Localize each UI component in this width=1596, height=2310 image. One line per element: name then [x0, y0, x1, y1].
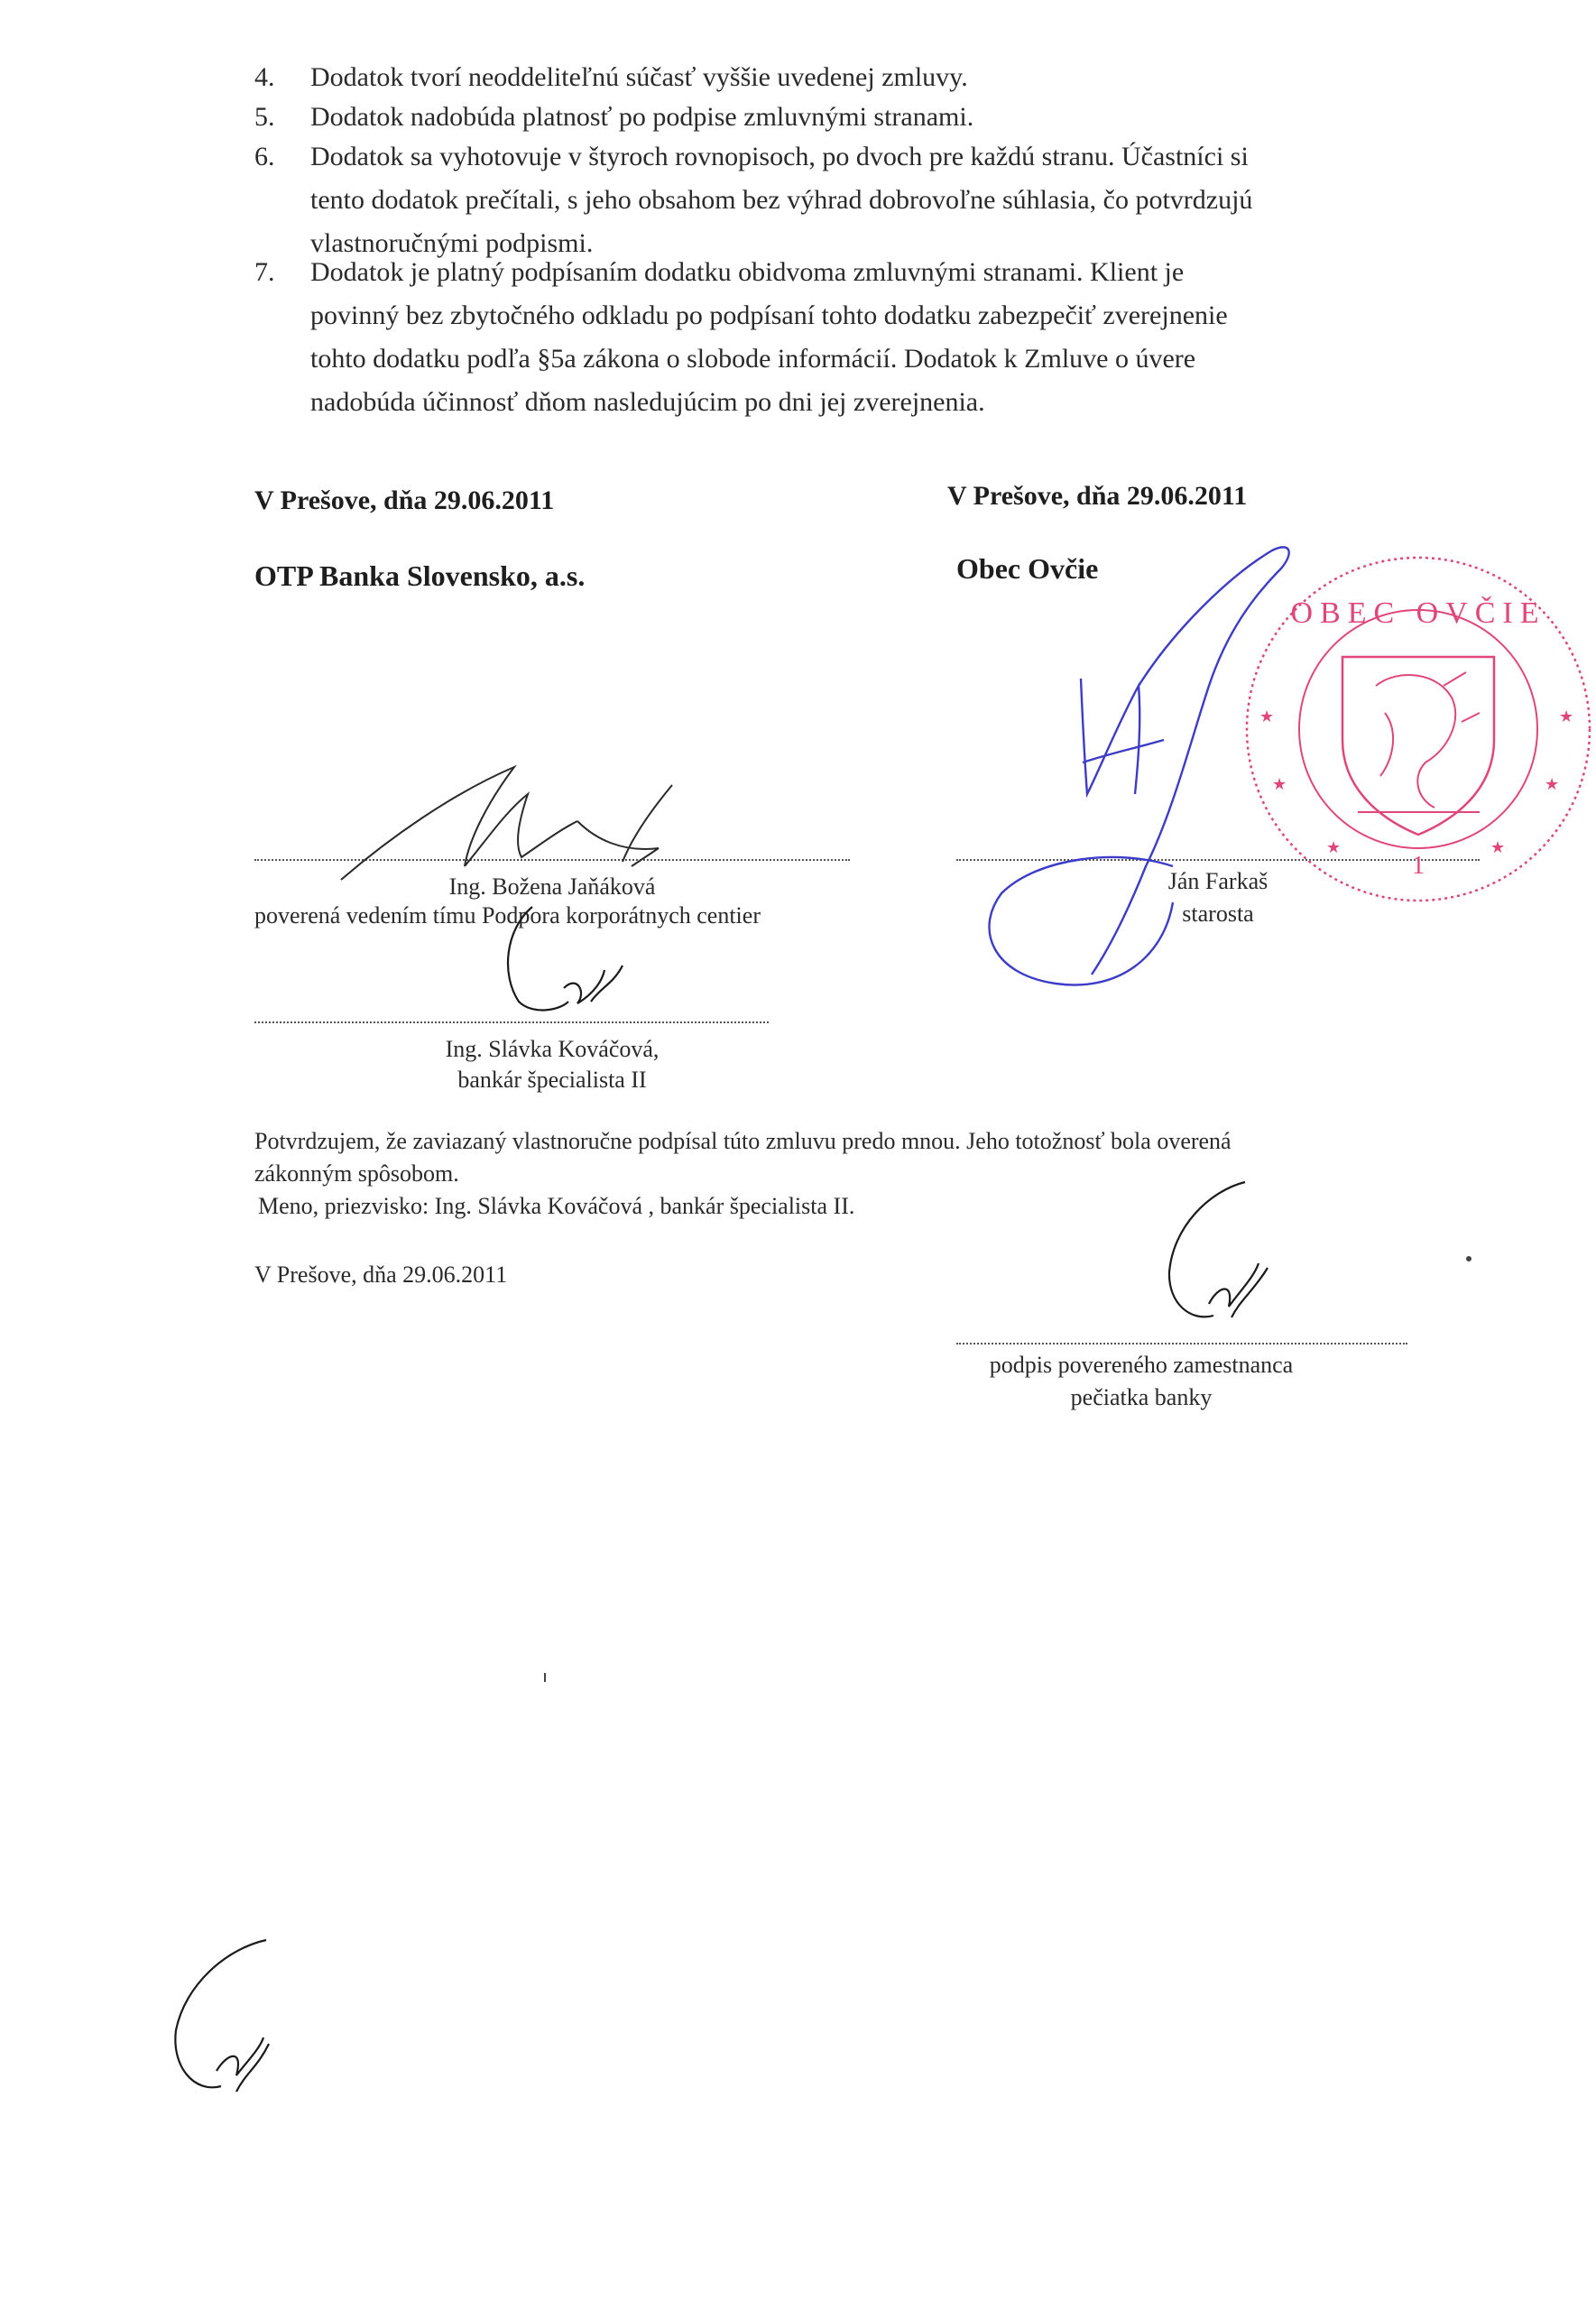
stamp-number: 1: [1412, 852, 1425, 880]
clause-text: Dodatok nadobúda platnosť po podpise zmluvnými stranami.: [310, 102, 974, 132]
verification-line-2: zákonným spôsobom.: [254, 1160, 459, 1187]
stamp-obec-ovcie: [1247, 558, 1590, 901]
clause-text: povinný bez zbytočného odkladu po podpísaní tohto dodatku zabezpečiť zverejnenie: [310, 300, 1228, 330]
clause-item: [254, 96, 1554, 139]
stamp-text: OBEC OVČIE: [1290, 596, 1546, 630]
verification-place-date: V Prešove, dňa 29.06.2011: [254, 1261, 508, 1288]
clause-text: tento dodatok prečítali, s jeho obsahom bez výhrad dobrovoľne súhlasia, čo potvrdzujú: [310, 185, 1253, 215]
left-signature-line-2: [254, 1021, 769, 1023]
bank-sign-caption-1: podpis povereného zamestnanca: [989, 1352, 1294, 1378]
svg-text:★: ★: [1326, 838, 1342, 857]
clause-text: Dodatok tvorí neoddeliteľnú súčasť vyššie uvedenej zmluvy.: [310, 62, 968, 92]
left-signer1-role: poverená vedením tímu Podpora korporátnych centier: [254, 902, 761, 929]
scan-specks: [544, 1256, 1471, 1682]
clause-text: Dodatok sa vyhotovuje v štyroch rovnopisoch, po dvoch pre každú stranu. Účastníci si: [310, 142, 1249, 171]
left-signer1-name: Ing. Božena Jaňáková: [448, 873, 656, 900]
clause-text: vlastnoručnými podpismi.: [310, 228, 594, 258]
right-place-date: V Prešove, dňa 29.06.2011: [947, 481, 1248, 511]
clause-item: [254, 135, 1554, 265]
left-place-date: V Prešove, dňa 29.06.2011: [254, 485, 555, 515]
clause-number: 4.: [254, 62, 275, 92]
clause-text: nadobúda účinnosť dňom nasledujúcim po dni jej zverejnenia.: [310, 387, 985, 417]
left-signer2-role: bankár špecialista II: [457, 1067, 647, 1093]
svg-text:★: ★: [1490, 838, 1506, 857]
clause-number: 7.: [254, 257, 275, 287]
left-signature-line-1: [254, 859, 850, 861]
bank-sign-caption-2: pečiatka banky: [1070, 1384, 1213, 1410]
clause-number: 5.: [254, 102, 275, 132]
svg-text:★: ★: [1259, 707, 1275, 726]
verification-line-3: Meno, priezvisko: Ing. Slávka Kováčová , bankár špecialista II.: [258, 1193, 855, 1219]
svg-text:★: ★: [1559, 707, 1574, 726]
svg-text:★: ★: [1545, 775, 1560, 794]
signature-initials-bottom: [175, 1940, 269, 2092]
svg-text:★: ★: [1272, 775, 1287, 794]
clause-number: 6.: [254, 142, 275, 171]
left-party-name: OTP Banka Slovensko, a.s.: [254, 559, 586, 592]
clause-text: Dodatok je platný podpísaním dodatku obidvoma zmluvnými stranami. Klient je: [310, 257, 1185, 287]
signature-janakova: [341, 767, 672, 880]
left-signer2-name: Ing. Slávka Kováčová,: [445, 1036, 660, 1062]
bank-signature-line: [956, 1343, 1407, 1344]
clause-item: [254, 56, 1554, 99]
right-signature-line: [956, 859, 1480, 861]
right-signer-name: Ján Farkaš: [1167, 868, 1268, 894]
right-signer-role: starosta: [1182, 901, 1254, 927]
right-party-name: Obec Ovčie: [956, 552, 1099, 585]
signature-bank-verification: [1169, 1182, 1268, 1317]
clause-text: tohto dodatku podľa §5a zákona o slobode informácií. Dodatok k Zmluve o úvere: [310, 344, 1196, 374]
verification-line-1: Potvrdzujem, že zaviazaný vlastnoručne podpísal túto zmluvu predo mnou. Jeho totožnosť bola overená: [254, 1128, 1232, 1154]
clause-item: [254, 251, 1554, 424]
